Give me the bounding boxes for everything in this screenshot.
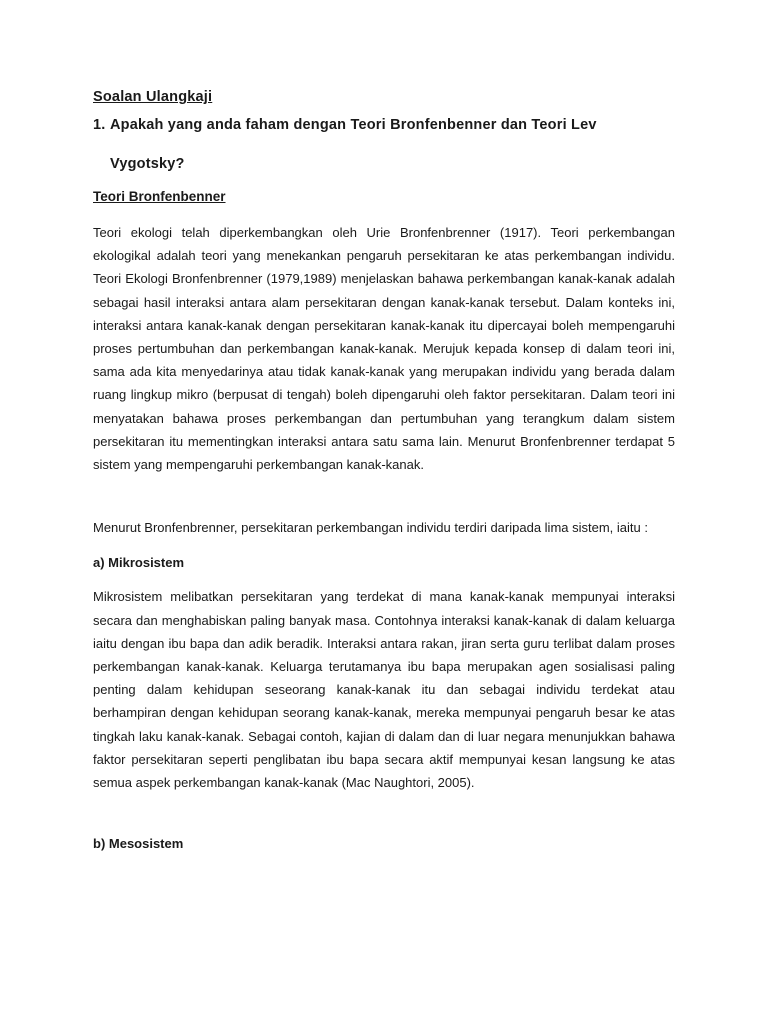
question-text — [110, 114, 675, 175]
paragraph-systems: Menurut Bronfenbrenner, persekitaran perkembangan individu terdiri daripada lima sistem, iaitu : — [93, 520, 648, 536]
question-1 — [93, 114, 675, 175]
subsection-mikrosistem: a) Mikrosistem — [93, 555, 185, 571]
document-content — [93, 86, 675, 854]
paragraph-mikrosistem: Mikrosistem melibatkan persekitaran yang terdekat di mana kanak-kanak mempunyai interaksi secara dan menghabiskan paling banyak masa. Contohnya interaksi kanak-kanak di dalam keluarga iaitu dengan ibu bapa dan adik beradik. Interaksi antara rakan, jiran serta guru terlibat dalam proses perkembangan kanak-kanak. Keluarga terutamanya ibu bapa merupakan agen sosialisasi paling penting dalam kehidupan seseorang kanak-kanak itu dan sebagai individu terdekat atau berhampiran dengan kehidupan seorang kanak-kanak, mereka mempunyai pengaruh besar ke atas tingkah laku kanak-kanak. Sebagai contoh, kajian di dalam dan di luar negara menunjukkan bahawa faktor persekitaran seperti penglibatan ibu bapa secara aktif mempunyai kesan langsung ke atas semua aspek perkembangan kanak-kanak (Mac Naughtori, 2005). — [93, 589, 675, 791]
question-line-2: Vygotsky? — [110, 156, 185, 172]
subsection-mesosistem: b) Mesosistem — [93, 836, 184, 852]
document-title: Soalan Ulangkaji — [93, 89, 213, 105]
question-number: 1. — [93, 117, 106, 133]
question-line-1: Apakah yang anda faham dengan Teori Bronfenbenner dan Teori Lev — [110, 117, 597, 133]
paragraph-intro: Teori ekologi telah diperkembangkan oleh Urie Bronfenbrenner (1917). Teori perkembangan ekologikal adalah teori yang menekankan pengaruh persekitaran ke atas perkembangan individu. Teori Ekologi Bronfenbrenner (1979,1989) menjelaskan bahawa perkembangan kanak-kanak adalah sebagai hasil interaksi antara alam persekitaran dengan kanak-kanak tersebut. Dalam konteks ini, interaksi antara kanak-kanak dengan persekitaran kanak-kanak itu dipercayai boleh mempengaruhi proses pertumbuhan dan perkembangan kanak-kanak. Merujuk kepada konsep di dalam teori ini, sama ada kita menyedarinya atau tidak kanak-kanak yang merupakan individu yang berada dalam ruang lingkup mikro (berpusat di tengah) boleh dipengaruhi oleh faktor persekitaran. Dalam teori ini menyatakan bahawa proses perkembangan dan pertumbuhan yang terangkum dalam sistem persekitaran itu mementingkan interaksi antara satu sama lain. Menurut Bronfenbrenner terdapat 5 sistem yang mempengaruhi perkembangan kanak-kanak. — [93, 225, 675, 473]
section-title: Teori Bronfenbenner — [93, 189, 226, 204]
